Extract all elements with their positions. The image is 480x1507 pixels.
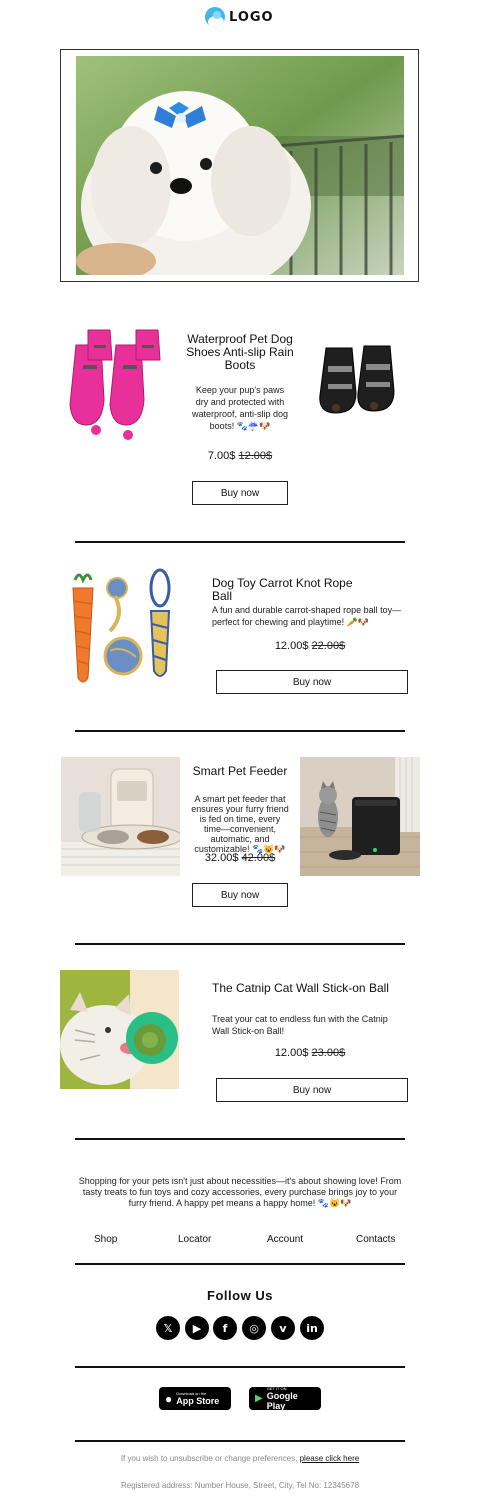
unsubscribe-link[interactable]: please click here xyxy=(299,1454,360,1463)
product-2-description: A fun and durable carrot-shaped rope ball toy—perfect for chewing and playtime! 🥕🐶 xyxy=(212,605,402,627)
product-3-old-price: 42.00$ xyxy=(241,852,276,864)
linkedin-icon[interactable]: in xyxy=(300,1316,324,1340)
logo[interactable] xyxy=(205,6,274,28)
product-1-current-price: 7.00$ xyxy=(207,450,236,462)
divider xyxy=(75,1366,405,1368)
unsubscribe-text: If you wish to unsubscribe or change preferences, xyxy=(120,1454,298,1463)
registered-address: Registered address: Number House, Street, City, Tel No: 12345678 xyxy=(120,1481,360,1490)
product-4-description: Treat your cat to endless fun with the Catnip Wall Stick-on Ball! xyxy=(212,1014,388,1036)
divider xyxy=(75,943,405,945)
google-play-icon: ▶ xyxy=(255,1393,263,1404)
logo-mark-icon xyxy=(205,7,225,27)
product-2-old-price: 22.00$ xyxy=(311,640,346,652)
instagram-icon[interactable]: ◎ xyxy=(242,1316,266,1340)
product-3-price xyxy=(183,852,297,864)
nav-link-locator[interactable]: Locator xyxy=(178,1234,212,1245)
product-1-old-price: 12.00$ xyxy=(238,450,273,462)
app-store-badge[interactable] xyxy=(159,1387,231,1410)
product-4-buy-button[interactable]: Buy now xyxy=(216,1078,408,1102)
product-1-title: Waterproof Pet Dog Shoes Anti-slip Rain Boots xyxy=(186,332,294,372)
product-3-image-left[interactable] xyxy=(61,757,180,876)
product-4-old-price: 23.00$ xyxy=(311,1047,346,1059)
google-play-badge[interactable] xyxy=(249,1387,321,1410)
x-icon[interactable]: 𝕏 xyxy=(156,1316,180,1340)
app-store-small-text: Download on the xyxy=(176,1391,207,1396)
hero-image[interactable] xyxy=(76,56,404,275)
divider xyxy=(75,730,405,732)
product-3-description: A smart pet feeder that ensures your furry friend is fed on time, every time—convenient, automatic, and customizable! 🐾😺🐶 xyxy=(191,794,289,854)
product-1-image-left[interactable] xyxy=(66,325,166,443)
product-3-buy-button[interactable]: Buy now xyxy=(192,883,288,907)
product-1-buy-button[interactable]: Buy now xyxy=(192,481,288,505)
product-3-title: Smart Pet Feeder xyxy=(192,764,288,778)
product-2-current-price: 12.00$ xyxy=(274,640,309,652)
divider xyxy=(75,1138,405,1140)
divider xyxy=(75,1440,405,1442)
divider xyxy=(75,1263,405,1265)
google-play-big-text: Google Play xyxy=(266,1391,298,1411)
product-1-price xyxy=(185,450,295,462)
vimeo-icon[interactable]: v xyxy=(271,1316,295,1340)
nav-link-account[interactable]: Account xyxy=(267,1234,304,1245)
product-2-image[interactable] xyxy=(65,566,179,686)
apple-icon: ● xyxy=(165,1391,173,1406)
youtube-icon[interactable]: ▶ xyxy=(185,1316,209,1340)
nav-link-shop[interactable]: Shop xyxy=(94,1234,118,1245)
divider xyxy=(75,541,405,543)
app-store-big-text: App Store xyxy=(176,1396,220,1406)
logo-text: LOGO xyxy=(229,9,274,25)
product-1-description: Keep your pup's paws dry and protected with waterproof, anti-slip dog boots! 🐾☔🐶 xyxy=(191,385,289,431)
product-3-current-price: 32.00$ xyxy=(204,852,239,864)
footer-message: Shopping for your pets isn't just about necessities—it's about showing love! From tasty treats to fun toys and cozy accessories, every purchase brings joy to your furry friend. A happy pet means a happy home! 🐾😺🐶 xyxy=(78,1176,402,1208)
nav-link-contacts[interactable]: Contacts xyxy=(356,1234,396,1245)
product-2-price xyxy=(212,640,408,652)
product-2-buy-button[interactable]: Buy now xyxy=(216,670,408,694)
product-4-image[interactable] xyxy=(60,970,179,1089)
product-4-current-price: 12.00$ xyxy=(274,1047,309,1059)
facebook-icon[interactable]: f xyxy=(213,1316,237,1340)
product-2-title: Dog Toy Carrot Knot Rope Ball xyxy=(212,576,353,603)
google-play-small-text: GET IT ON xyxy=(266,1386,287,1391)
product-4-title: The Catnip Cat Wall Stick-on Ball xyxy=(212,981,389,995)
product-1-image-right[interactable] xyxy=(314,338,408,423)
product-3-image-right[interactable] xyxy=(300,757,420,876)
unsubscribe-line xyxy=(0,1454,480,1463)
product-4-price xyxy=(212,1047,408,1059)
follow-us-title: Follow Us xyxy=(207,1288,273,1303)
